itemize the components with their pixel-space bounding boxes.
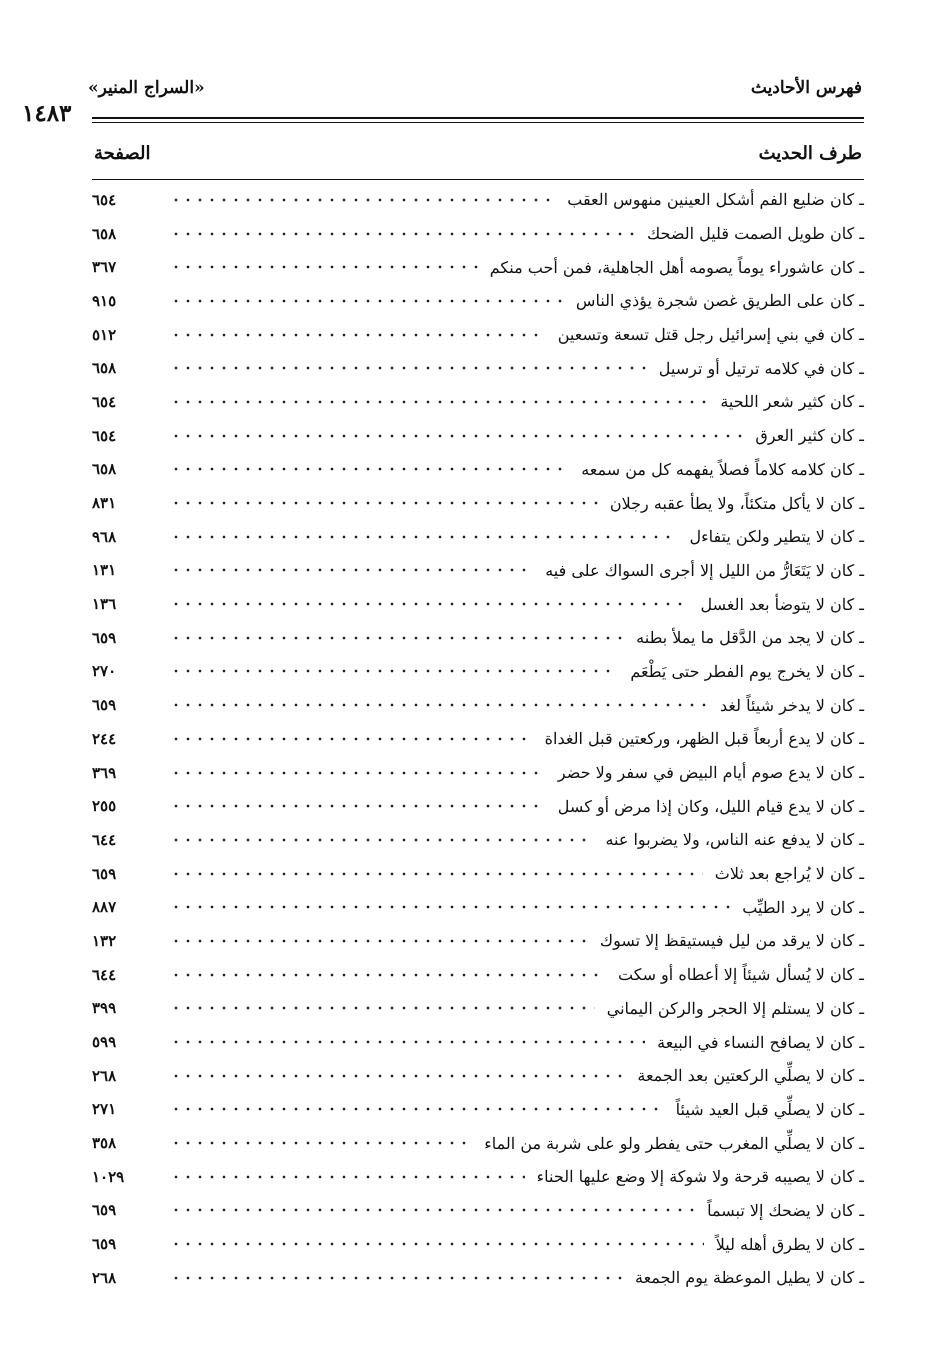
page-ref: ٢٥٥ [92,797,117,816]
dot-leader [170,1170,525,1184]
index-entry-line [92,351,864,385]
dot-leader [170,698,708,712]
index-entry [0,1093,946,1127]
page-ref: ٦٥٤ [92,190,117,209]
index-entry-line [92,621,864,655]
dot-leader [170,1102,664,1116]
dot-leader [170,968,606,982]
dot-leader [170,193,555,207]
dot-leader [170,799,546,813]
index-entry-line [92,554,864,588]
hadith-text: ـ كان لا يرد الطيِّب [742,897,864,917]
index-entry-line [92,924,864,958]
hadith-text: ـ كان لا يجد من الدَّقل ما يملأ بطنه [636,628,864,648]
hadith-text: ـ كان لا يصيبه قرحة ولا شوكة إلا وضع عليها الحناء [536,1167,864,1187]
hadith-text: ـ كان لا يُراجع بعد ثلاث [714,864,864,884]
index-entry-line [92,453,864,487]
index-entry [0,924,946,958]
dot-leader [170,429,743,443]
dot-leader [170,867,703,881]
column-header-hadith: طرف الحديث [758,143,862,164]
running-head [0,78,946,127]
index-entry-line [92,385,864,419]
index-entry [0,217,946,251]
index-entry-line [92,958,864,992]
index-entry-line [92,1227,864,1261]
index-entry [0,554,946,588]
index-entry [0,486,946,520]
index-entry [0,857,946,891]
dot-leader [170,563,533,577]
index-entry-line [92,486,864,520]
dot-leader [170,328,546,342]
hadith-text: ـ كان لا يدع صوم أيام البيض في سفر ولا حضر [557,763,864,783]
index-entry-line [92,1059,864,1093]
hadith-text: ـ كان لا يصلِّي قبل العيد شيئاً [675,1099,864,1119]
page-ref: ٦٤٤ [92,965,117,984]
header-rule-thick [92,117,864,119]
hadith-text: ـ كان عاشوراء يوماً يصومه أهل الجاهلية، فمن أحب منكم [489,257,864,277]
column-header-rule [92,179,864,180]
column-header-page: الصفحة [94,143,151,164]
page-ref: ٦٥٩ [92,696,117,715]
hadith-text: ـ كان لا يصلِّي المغرب حتى يفطر ولو على شربة من الماء [484,1133,864,1153]
index-entry-line [92,1093,864,1127]
index-entry [0,1227,946,1261]
index-entry [0,587,946,621]
dot-leader [170,732,533,746]
page-ref: ٦٥٩ [92,1201,117,1220]
index-entry [0,1194,946,1228]
hadith-text: ـ كان لا يخرج يوم الفطر حتى يَطْعَم [630,661,864,681]
header-rule-thin [92,122,864,123]
page-ref: ٥٩٩ [92,1033,117,1052]
page-ref: ١٣٢ [92,931,117,950]
index-entry [0,250,946,284]
hadith-text: ـ كان لا يدع قيام الليل، وكان إذا مرض أو كسل [557,796,864,816]
hadith-text: ـ كان لا يُسأل شيئاً إلا أعطاه أو سكت [618,965,864,985]
index-entry [0,823,946,857]
hadith-text: ـ كان على الطريق غصن شجرة يؤذي الناس [575,291,864,311]
index-entry-line [92,1126,864,1160]
index-entry-line [92,655,864,689]
dot-leader [170,260,478,274]
dot-leader [170,1136,472,1150]
hadith-text: ـ كان في كلامه ترتيل أو ترسيل [658,358,864,378]
hadith-text: ـ كان لا يدع أربعاً قبل الظهر، وركعتين قبل الغداة [544,729,864,749]
index-entry-line [92,756,864,790]
index-entry-line [92,419,864,453]
page-ref: ٦٥٨ [92,224,117,243]
index-entry-line [92,789,864,823]
index-entry-line [92,1025,864,1059]
index-entry [0,1025,946,1059]
dot-leader [170,1203,695,1217]
hadith-text: ـ كان كثير العرق [755,426,864,446]
hadith-text: ـ كان في بني إسرائيل رجل قتل تسعة وتسعين [557,325,864,345]
index-entry [0,890,946,924]
hadith-text: ـ كان لا يصافح النساء في البيعة [657,1032,864,1052]
hadith-text: ـ كان لا يتطير ولكن يتفاءل [689,527,864,547]
hadith-text: ـ كان لا يطيل الموعظة يوم الجمعة [635,1268,864,1288]
index-entry-line [92,688,864,722]
index-entry-line [92,520,864,554]
hadith-text: ـ كان لا يدفع عنه الناس، ولا يضربوا عنه [605,830,864,850]
index-entry [0,1126,946,1160]
dot-leader [170,1271,623,1285]
dot-leader [170,1001,595,1015]
dot-leader [170,462,569,476]
hadith-text: ـ كان طويل الصمت قليل الضحك [647,224,864,244]
hadith-text: ـ كان لا يأكل متكئاً، ولا يطأ عقبه رجلان [609,493,864,513]
index-entry [0,756,946,790]
page-ref: ١٣١ [92,561,117,580]
index-entry [0,1261,946,1295]
index-entry-line [92,217,864,251]
dot-leader [170,496,598,510]
column-headers [0,143,946,177]
index-entry [0,655,946,689]
dot-leader [170,1237,704,1251]
page-ref: ٥١٢ [92,325,117,344]
index-entry [0,183,946,217]
index-entry [0,722,946,756]
page-ref: ٦٥٩ [92,864,117,883]
index-entry-line [92,284,864,318]
hadith-text: ـ كان لا يضحك إلا تبسماً [707,1200,864,1220]
page-ref: ٢٧٠ [92,662,117,681]
index-entry [0,351,946,385]
page-ref: ٦٥٤ [92,392,117,411]
index-entry [0,688,946,722]
page-ref: ٢٤٤ [92,729,117,748]
hadith-text: ـ كان لا يتوضأ بعد الغسل [700,594,864,614]
index-entry-line [92,722,864,756]
dot-leader [170,294,564,308]
dot-leader [170,833,593,847]
index-entry-line [92,318,864,352]
dot-leader [170,1035,645,1049]
hadith-text: ـ كان لا يستلم إلا الحجر والركن اليماني [606,998,864,1018]
page-ref: ٦٥٨ [92,460,117,479]
page-ref: ٣٦٧ [92,258,117,277]
page-ref: ٣٦٩ [92,763,117,782]
page-ref: ٣٩٩ [92,999,117,1018]
hadith-text: ـ كان لا يصلِّي الركعتين بعد الجمعة [637,1066,864,1086]
page-ref: ٦٥٩ [92,1235,117,1254]
index-entry [0,621,946,655]
index-entry-line [92,183,864,217]
index-entry-line [92,857,864,891]
index-entry [0,789,946,823]
index-entry-line [92,1160,864,1194]
page-ref: ٨٨٧ [92,898,117,917]
dot-leader [170,664,618,678]
page-ref: ٢٧١ [92,1100,117,1119]
index-entry [0,1160,946,1194]
dot-leader [170,766,546,780]
index-entry-line [92,587,864,621]
index-entry-line [92,1194,864,1228]
page-ref: ٩١٥ [92,291,117,310]
dot-leader [170,900,730,914]
page-number: ١٤٨٣ [22,100,72,127]
index-entry-line [92,992,864,1026]
index-entry [0,958,946,992]
book-title: «السراج المنير» [88,78,205,98]
dot-leader [170,934,588,948]
page-ref: ٦٥٨ [92,359,117,378]
index-entry-line [92,823,864,857]
index-entry [0,520,946,554]
page-ref: ٦٥٩ [92,628,117,647]
hadith-text: ـ كان كلامه كلاماً فصلاً يفهمه كل من سمعه [581,459,864,479]
dot-leader [170,395,708,409]
hadith-text: ـ كان لا يدخر شيئاً لغد [720,695,864,715]
page-ref: ٦٤٤ [92,830,117,849]
page-ref: ٦٥٤ [92,426,117,445]
hadith-text: ـ كان كثير شعر اللحية [720,392,864,412]
index-entry-line [92,250,864,284]
index-entry [0,284,946,318]
index-entry-line [92,890,864,924]
dot-leader [170,361,647,375]
index-entry [0,419,946,453]
page-ref: ٢٦٨ [92,1066,117,1085]
hadith-text: ـ كان لا يطرق أهله ليلاً [715,1234,864,1254]
page-ref: ٩٦٨ [92,527,117,546]
page-ref: ٣٥٨ [92,1134,117,1153]
dot-leader [170,597,689,611]
dot-leader [170,227,635,241]
dot-leader [170,530,677,544]
page-ref: ١٠٢٩ [92,1167,125,1186]
hadith-index-list [0,183,946,1295]
hadith-text: ـ كان لا يَتَعَارُّ من الليل إلا أجرى السواك على فيه [545,560,864,580]
index-entry [0,1059,946,1093]
page-ref: ٨٣١ [92,494,117,513]
page-ref: ٢٦٨ [92,1268,117,1287]
index-entry [0,992,946,1026]
hadith-text: ـ كان لا يرقد من ليل فيستيقظ إلا تسوك [599,931,864,951]
dot-leader [170,1069,625,1083]
page-ref: ١٣٦ [92,595,117,614]
dot-leader [170,631,624,645]
index-entry [0,318,946,352]
index-entry [0,385,946,419]
section-title: فهرس الأحاديث [750,78,862,98]
index-entry [0,453,946,487]
hadith-text: ـ كان ضليع الفم أشكل العينين منهوس العقب [567,190,864,210]
index-entry-line [92,1261,864,1295]
